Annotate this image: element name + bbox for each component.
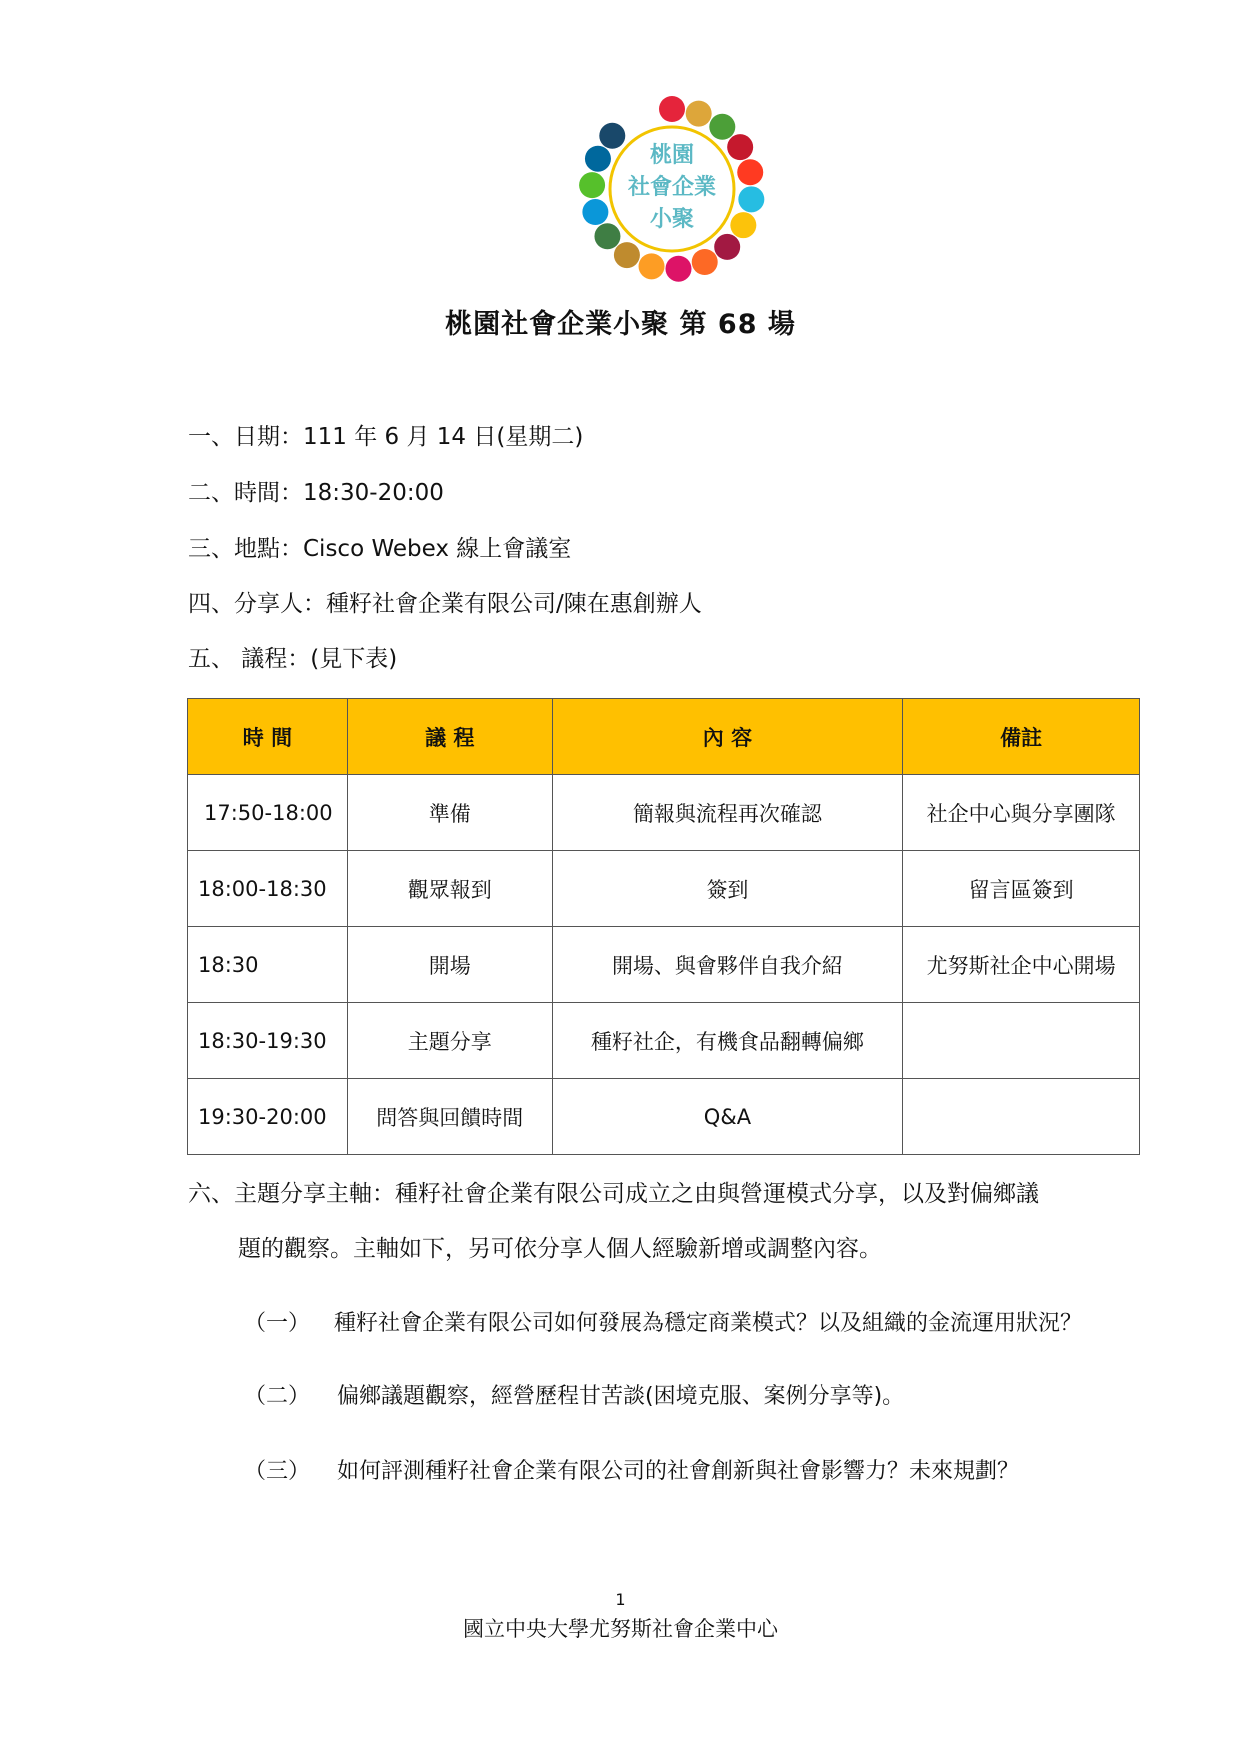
cell-content: 簽到: [552, 851, 903, 927]
page-number: 1: [615, 1590, 626, 1609]
cell-content: Q&A: [552, 1079, 903, 1155]
table-row: [188, 775, 1140, 851]
header-content: 內 容: [552, 699, 903, 775]
table-header-row: [188, 699, 1140, 775]
logo-ring-dot: [599, 123, 625, 149]
logo-ring-dot: [639, 253, 665, 279]
logo-ring-dot: [659, 96, 685, 122]
cell-time: 18:30: [188, 927, 348, 1003]
logo-ring-dot: [582, 199, 608, 225]
cell-content: 簡報與流程再次確認: [552, 775, 903, 851]
topic-paragraph-line-2: 題的觀察。主軸如下，另可依分享人個人經驗新增或調整內容。: [238, 1236, 882, 1262]
logo-ring-dot: [737, 159, 763, 185]
cell-notes: [903, 1003, 1140, 1079]
logo-ring-dot: [594, 223, 620, 249]
agenda-table: [187, 698, 1140, 1155]
topic-paragraph-line-1: 六、主題分享主軸：種籽社會企業有限公司成立之由與營運模式分享，以及對偏鄉議: [188, 1181, 1039, 1207]
info-date: 一、日期：111 年 6 月 14 日(星期二): [188, 424, 584, 450]
logo-line-1: 桃園: [649, 142, 695, 167]
header-time: 時 間: [188, 699, 348, 775]
topic-item-number: （二）: [244, 1384, 311, 1409]
cell-notes: 留言區簽到: [903, 851, 1140, 927]
table-row: [188, 851, 1140, 927]
cell-agenda: 觀眾報到: [347, 851, 552, 927]
cell-agenda: 問答與回饋時間: [347, 1079, 552, 1155]
cell-notes: [903, 1079, 1140, 1155]
topic-item-number: （三）: [244, 1459, 311, 1484]
header-notes: 備註: [903, 699, 1140, 775]
cell-time: 17:50-18:00: [188, 775, 348, 851]
cell-agenda: 開場: [347, 927, 552, 1003]
logo-ring-dot: [730, 212, 756, 238]
logo-ring-dot: [665, 256, 691, 282]
cell-notes: 尤努斯社企中心開場: [903, 927, 1140, 1003]
logo-ring-dot: [709, 114, 735, 140]
table-row: [188, 1003, 1140, 1079]
topic-item-text: 種籽社會企業有限公司如何發展為穩定商業模式？以及組織的金流運用狀況？: [334, 1311, 1083, 1336]
logo-ring-dot: [579, 172, 605, 198]
info-agenda: 五、 議程：(見下表): [188, 646, 398, 672]
logo-line-2: 社會企業: [627, 174, 717, 199]
cell-agenda: 準備: [347, 775, 552, 851]
event-logo: [577, 94, 767, 284]
logo-ring-dot: [738, 186, 764, 212]
footer-organization: 國立中央大學尤努斯社會企業中心: [463, 1617, 778, 1641]
logo-ring-dot: [614, 242, 640, 268]
topic-item-text: 如何評測種籽社會企業有限公司的社會創新與社會影響力？未來規劃？: [337, 1459, 1020, 1484]
topic-item-number: （一）: [244, 1311, 311, 1336]
info-speaker: 四、分享人：種籽社會企業有限公司/陳在惠創辦人: [188, 591, 702, 617]
info-location: 三、地點：Cisco Webex 線上會議室: [188, 536, 572, 562]
table-row: [188, 1079, 1140, 1155]
cell-time: 18:00-18:30: [188, 851, 348, 927]
cell-content: 開場、與會夥伴自我介紹: [552, 927, 903, 1003]
cell-time: 19:30-20:00: [188, 1079, 348, 1155]
logo-ring-dot: [714, 234, 740, 260]
table-row: [188, 927, 1140, 1003]
logo-ring-dot: [727, 134, 753, 160]
logo-ring-dot: [585, 146, 611, 172]
cell-notes: 社企中心與分享團隊: [903, 775, 1140, 851]
page-title: 桃園社會企業小聚 第 68 場: [445, 309, 796, 340]
cell-agenda: 主題分享: [347, 1003, 552, 1079]
cell-content: 種籽社企，有機食品翻轉偏鄉: [552, 1003, 903, 1079]
logo-ring-dot: [692, 249, 718, 275]
cell-time: 18:30-19:30: [188, 1003, 348, 1079]
info-time: 二、時間：18:30-20:00: [188, 480, 444, 506]
logo-line-3: 小聚: [649, 206, 695, 231]
topic-item-text: 偏鄉議題觀察，經營歷程甘苦談(困境克服、案例分享等)。: [337, 1384, 905, 1409]
header-agenda: 議 程: [347, 699, 552, 775]
logo-ring-dot: [686, 101, 712, 127]
